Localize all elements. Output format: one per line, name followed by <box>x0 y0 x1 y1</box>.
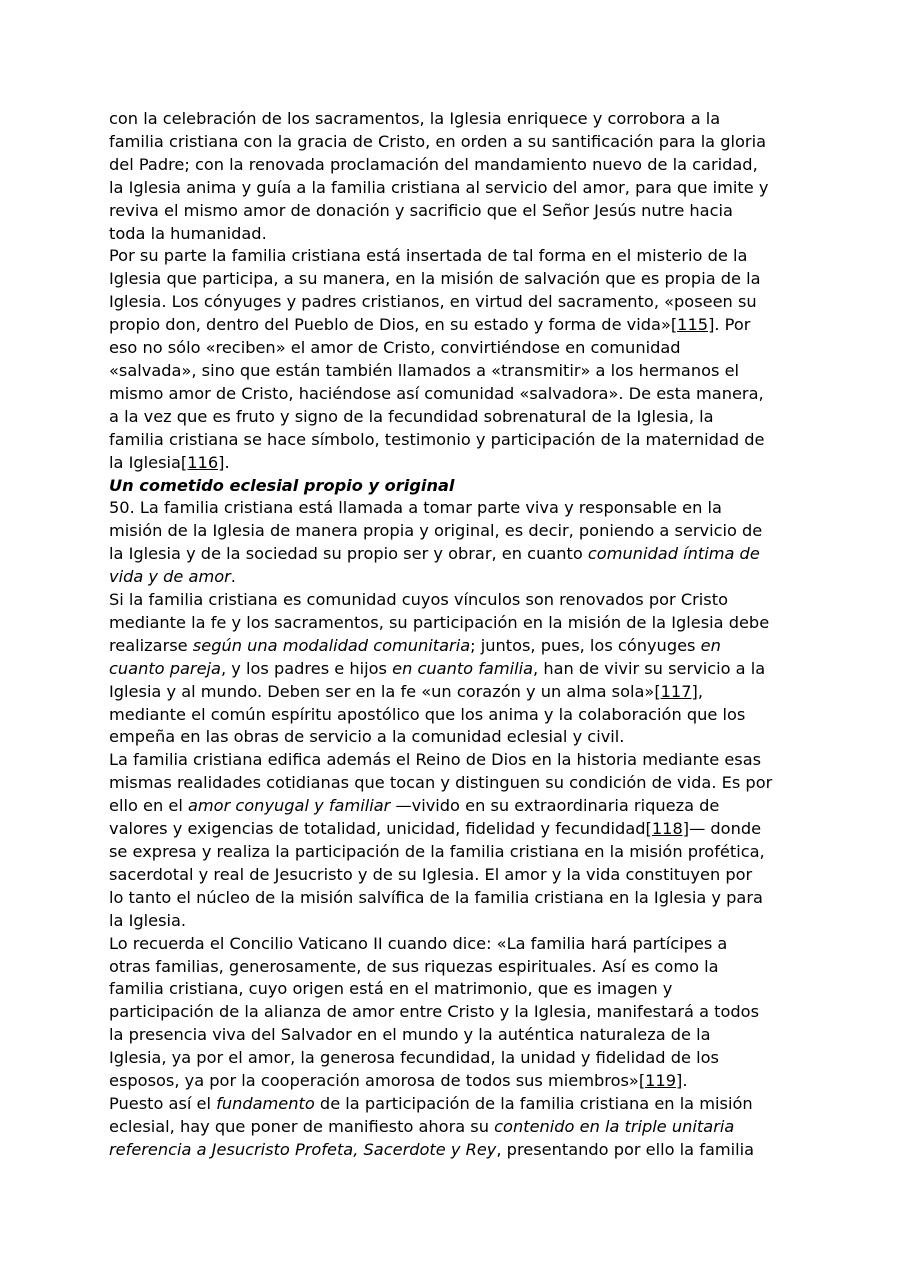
paragraph-council-quote <box>109 933 809 1093</box>
text-run: ; juntos, pues, los cónyuges <box>470 635 701 655</box>
text-line: del Padre; con la renovada proclamación del mandamiento nuevo de la caridad, <box>109 154 758 174</box>
text-line <box>109 795 809 818</box>
footnote-link-115[interactable]: [115] <box>670 315 715 335</box>
text-line: «salvada», sino que están también llamados a «transmitir» a los hermanos el <box>109 360 740 380</box>
text-line: lo tanto el núcleo de la misión salvífica de la familia cristiana en la Iglesia y para <box>109 887 763 907</box>
text-run: de la participación de la familia cristiana en la misión <box>314 1093 753 1113</box>
text-run: propio don, dentro del Pueblo de Dios, en su estado y forma de vida» <box>109 315 671 335</box>
text-run: esposos, ya por la cooperación amorosa de todos sus miembros» <box>109 1071 639 1091</box>
text-line: mediante el común espíritu apostólico que los anima y la colaboración que los <box>109 704 746 724</box>
text-line: Si la familia cristiana es comunidad cuyos vínculos son renovados por Cristo <box>109 590 728 610</box>
section-heading: Un cometido eclesial propio y original <box>109 475 455 495</box>
emphasis-text: fundamento <box>216 1093 315 1113</box>
text-line <box>109 635 809 658</box>
text-line: La familia cristiana edifica además el Reino de Dios en la historia mediante esas <box>109 750 762 770</box>
text-line: 50. La familia cristiana está llamada a tomar parte viva y responsable en la <box>109 498 722 518</box>
text-line <box>109 452 809 475</box>
emphasis-text: contenido en la triple unitaria <box>494 1116 735 1136</box>
text-run: Puesto así el <box>109 1093 217 1113</box>
text-run: ello en el <box>109 796 188 816</box>
paragraph-sacraments <box>109 108 809 245</box>
text-line <box>109 314 809 337</box>
paragraph-kingdom <box>109 749 809 932</box>
text-line <box>109 658 809 681</box>
document-page <box>109 108 809 1162</box>
text-line <box>109 1070 809 1093</box>
text-line <box>109 1116 809 1139</box>
text-run: la Iglesia <box>109 452 181 472</box>
text-run: — donde <box>689 819 762 839</box>
text-run: valores y exigencias de totalidad, unicidad, fidelidad y fecundidad <box>109 819 646 839</box>
text-run: —vivido en su extraordinaria riqueza de <box>390 796 720 816</box>
emphasis-text: comunidad íntima de <box>587 544 760 564</box>
text-run: . <box>224 452 230 472</box>
text-line: con la celebración de los sacramentos, la Iglesia enriquece y corrobora a la <box>109 109 721 128</box>
text-line: mismas realidades cotidianas que tocan y distinguen su condición de vida. Es por <box>109 773 773 793</box>
emphasis-text: vida y de amor <box>109 567 231 587</box>
text-run: Iglesia y al mundo. Deben ser en la fe «un corazón y un alma sola» <box>109 681 655 701</box>
text-line <box>109 543 809 566</box>
text-line: Lo recuerda el Concilio Vaticano II cuando dice: «La familia hará partícipes a <box>109 933 728 953</box>
paragraph-mystery-of-church <box>109 245 809 474</box>
emphasis-text: en cuanto familia <box>392 658 534 678</box>
text-line: participación de la alianza de amor entre Cristo y la Iglesia, manifestará a todos <box>109 1002 760 1022</box>
text-line: toda la humanidad. <box>109 223 267 243</box>
text-line: otras familias, generosamente, de sus riquezas espirituales. Así es como la <box>109 956 719 976</box>
text-line: Iglesia que participa, a su manera, en la misión de salvación que es propia de la <box>109 269 761 289</box>
text-line: eso no sólo «reciben» el amor de Cristo, convirtiéndose en comunidad <box>109 338 681 358</box>
text-line <box>109 818 809 841</box>
paragraph-foundation <box>109 1093 809 1162</box>
text-run: , <box>697 681 703 701</box>
text-line: reviva el mismo amor de donación y sacrificio que el Señor Jesús nutre hacia <box>109 200 733 220</box>
emphasis-text: cuanto pareja <box>109 658 221 678</box>
paragraph-community <box>109 589 809 749</box>
text-line: la Iglesia anima y guía a la familia cristiana al servicio del amor, para que imite y <box>109 177 769 197</box>
text-line: Iglesia, ya por el amor, la generosa fecundidad, la unidad y fidelidad de los <box>109 1048 719 1068</box>
text-line: sacerdotal y real de Jesucristo y de su Iglesia. El amor y la vida constituyen por <box>109 864 753 884</box>
footnote-link-119[interactable]: [119] <box>638 1071 683 1091</box>
text-run: . <box>230 567 236 587</box>
text-run: , y los padres e hijos <box>220 658 393 678</box>
text-line: familia cristiana, cuyo origen está en el matrimonio, que es imagen y <box>109 979 673 999</box>
text-line <box>109 681 809 704</box>
text-line <box>109 1093 809 1116</box>
text-line: se expresa y realiza la participación de la familia cristiana en la misión profética, <box>109 842 765 861</box>
emphasis-text: referencia a Jesucristo Profeta, Sacerdote y Rey <box>109 1139 497 1159</box>
text-line: mediante la fe y los sacramentos, su participación en la misión de la Iglesia debe <box>109 612 770 632</box>
text-line: Por su parte la familia cristiana está insertada de tal forma en el misterio de la <box>109 246 748 266</box>
text-run: la Iglesia y de la sociedad su propio ser y obrar, en cuanto <box>109 544 588 564</box>
text-run: realizarse <box>109 635 193 655</box>
text-line: Iglesia. Los cónyuges y padres cristianos, en virtud del sacramento, «poseen su <box>109 292 757 312</box>
emphasis-text: según una modalidad comunitaria <box>192 635 471 655</box>
text-run: eclesial, hay que poner de manifiesto ahora su <box>109 1116 495 1136</box>
text-line: la Iglesia. <box>109 910 187 930</box>
text-line: mismo amor de Cristo, haciéndose así comunidad «salvadora». De esta manera, <box>109 383 764 403</box>
text-line: la presencia viva del Salvador en el mundo y la auténtica naturaleza de la <box>109 1025 711 1045</box>
footnote-link-118[interactable]: [118] <box>645 819 690 839</box>
text-run: , presentando por ello la familia <box>496 1139 755 1159</box>
text-run: . <box>682 1071 688 1091</box>
paragraph-50 <box>109 497 809 589</box>
text-line: familia cristiana se hace símbolo, testimonio y participación de la maternidad de <box>109 429 765 449</box>
emphasis-text: amor conyugal y familiar <box>187 796 391 816</box>
text-line: a la vez que es fruto y signo de la fecundidad sobrenatural de la Iglesia, la <box>109 406 714 426</box>
text-line: misión de la Iglesia de manera propia y original, es decir, poniendo a servicio de <box>109 521 763 541</box>
text-line: familia cristiana con la gracia de Cristo, en orden a su santificación para la gloria <box>109 131 767 151</box>
text-run: , han de vivir su servicio a la <box>533 658 766 678</box>
text-line <box>109 566 809 589</box>
text-line <box>109 1139 809 1162</box>
emphasis-text: en <box>700 635 721 655</box>
text-line: empeña en las obras de servicio a la comunidad eclesial y civil. <box>109 727 625 747</box>
footnote-link-117[interactable]: [117] <box>654 681 698 701</box>
footnote-link-116[interactable]: [116] <box>180 452 225 472</box>
text-run: . Por <box>714 315 751 335</box>
